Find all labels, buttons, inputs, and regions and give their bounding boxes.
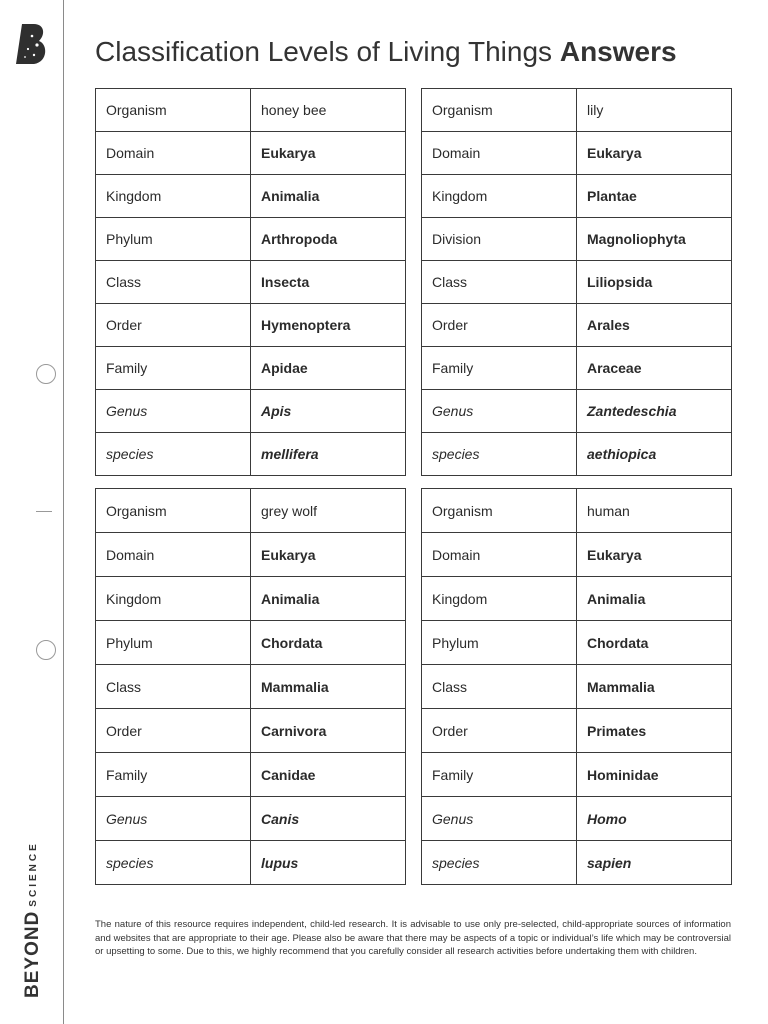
table-row: [422, 261, 732, 304]
rank-label: Phylum: [96, 218, 251, 261]
rank-label: species: [422, 841, 577, 885]
taxon-answer: Insecta: [251, 261, 406, 304]
rank-label: species: [96, 841, 251, 885]
table-row: [422, 89, 732, 132]
table-row: [96, 489, 406, 533]
table-row: [96, 89, 406, 132]
rank-label: Kingdom: [96, 577, 251, 621]
brand-main-text: BEYOND: [22, 910, 43, 998]
taxon-answer: Canidae: [251, 753, 406, 797]
taxon-answer: Carnivora: [251, 709, 406, 753]
table-row: [422, 753, 732, 797]
taxon-answer: Eukarya: [577, 533, 732, 577]
rank-label: Domain: [422, 533, 577, 577]
taxon-answer: Animalia: [251, 577, 406, 621]
taxon-answer: Apis: [251, 390, 406, 433]
table-row: [96, 390, 406, 433]
table-row: [96, 753, 406, 797]
rank-label: species: [422, 433, 577, 476]
rank-label: Domain: [422, 132, 577, 175]
rank-label: Class: [96, 261, 251, 304]
rank-label: Phylum: [422, 621, 577, 665]
taxon-answer: Homo: [577, 797, 732, 841]
taxon-answer: Liliopsida: [577, 261, 732, 304]
taxon-answer: Chordata: [251, 621, 406, 665]
table-row: [422, 347, 732, 390]
rank-label: Kingdom: [422, 175, 577, 218]
rank-label: Genus: [96, 797, 251, 841]
page-title: [95, 36, 677, 68]
table-row: [422, 621, 732, 665]
disclaimer-text: The nature of this resource requires independent, child-led research. It is advisable to use only pre-selected, child-appropriate sources of information and websites that are appropriate to their age. Please also be aware that there may be aspects of a topic or individual’s life which may be controversial or upsetting to some. Due to this, we highly recommend that you carefully consider all research activities before undertaking them with children.: [95, 919, 731, 957]
taxon-answer: Primates: [577, 709, 732, 753]
rank-label: Class: [96, 665, 251, 709]
table-row: [96, 665, 406, 709]
rank-label: Organism: [96, 89, 251, 132]
organism-name: human: [577, 489, 732, 533]
table-row: [96, 621, 406, 665]
rank-label: Organism: [96, 489, 251, 533]
rank-label: Organism: [422, 89, 577, 132]
rank-label: Family: [96, 753, 251, 797]
table-row: [96, 533, 406, 577]
beyond-logo-icon: [14, 22, 52, 66]
taxon-answer: Apidae: [251, 347, 406, 390]
table-row: [422, 218, 732, 261]
rank-label: Order: [422, 709, 577, 753]
classification-table-human: [421, 488, 732, 885]
table-row: [422, 390, 732, 433]
rank-label: Organism: [422, 489, 577, 533]
brand-sub-text: SCIENCE: [28, 841, 39, 907]
table-row: [96, 347, 406, 390]
taxon-answer: Hominidae: [577, 753, 732, 797]
fold-mark: [36, 511, 52, 512]
classification-table-grey-wolf: [95, 488, 406, 885]
table-row: [422, 433, 732, 476]
organism-name: honey bee: [251, 89, 406, 132]
rank-label: Family: [422, 753, 577, 797]
taxon-answer: Magnoliophyta: [577, 218, 732, 261]
taxon-answer: Chordata: [577, 621, 732, 665]
table-row: [422, 665, 732, 709]
rank-label: Family: [96, 347, 251, 390]
punch-hole-top: [36, 364, 56, 384]
taxon-answer: Animalia: [577, 577, 732, 621]
taxon-answer: aethiopica: [577, 433, 732, 476]
taxon-answer: Eukarya: [251, 132, 406, 175]
taxon-answer: Mammalia: [577, 665, 732, 709]
rank-label: Kingdom: [96, 175, 251, 218]
page-title-main: Classification Levels of Living Things: [95, 36, 553, 67]
classification-table-lily: [421, 88, 732, 476]
table-row: [422, 304, 732, 347]
table-row: [422, 132, 732, 175]
taxon-answer: Canis: [251, 797, 406, 841]
rank-label: Domain: [96, 533, 251, 577]
rank-label: Genus: [422, 797, 577, 841]
organism-name: grey wolf: [251, 489, 406, 533]
sidebar-divider: [63, 0, 64, 1024]
taxon-answer: mellifera: [251, 433, 406, 476]
table-row: [96, 433, 406, 476]
table-row: [422, 841, 732, 885]
rank-label: Kingdom: [422, 577, 577, 621]
taxon-answer: Zantedeschia: [577, 390, 732, 433]
classification-table-honey-bee: [95, 88, 406, 476]
taxon-answer: Mammalia: [251, 665, 406, 709]
taxon-answer: Eukarya: [577, 132, 732, 175]
taxon-answer: lupus: [251, 841, 406, 885]
table-row: [96, 218, 406, 261]
brand-wordmark: [22, 841, 44, 998]
punch-hole-bottom: [36, 640, 56, 660]
taxon-answer: Arthropoda: [251, 218, 406, 261]
taxon-answer: Plantae: [577, 175, 732, 218]
taxon-answer: Eukarya: [251, 533, 406, 577]
rank-label: Class: [422, 261, 577, 304]
rank-label: Class: [422, 665, 577, 709]
table-row: [96, 841, 406, 885]
rank-label: Domain: [96, 132, 251, 175]
rank-label: species: [96, 433, 251, 476]
rank-label: Phylum: [96, 621, 251, 665]
table-row: [96, 304, 406, 347]
table-row: [422, 709, 732, 753]
table-row: [96, 132, 406, 175]
taxon-answer: Arales: [577, 304, 732, 347]
taxon-answer: Animalia: [251, 175, 406, 218]
rank-label: Order: [96, 304, 251, 347]
page-title-answers: Answers: [559, 36, 677, 67]
table-row: [422, 797, 732, 841]
rank-label: Division: [422, 218, 577, 261]
table-row: [96, 577, 406, 621]
rank-label: Family: [422, 347, 577, 390]
table-row: [96, 797, 406, 841]
table-row: [96, 175, 406, 218]
rank-label: Genus: [422, 390, 577, 433]
table-row: [422, 533, 732, 577]
table-row: [96, 709, 406, 753]
table-row: [422, 577, 732, 621]
organism-name: lily: [577, 89, 732, 132]
taxon-answer: sapien: [577, 841, 732, 885]
taxon-answer: Araceae: [577, 347, 732, 390]
table-row: [422, 175, 732, 218]
table-row: [422, 489, 732, 533]
table-row: [96, 261, 406, 304]
taxon-answer: Hymenoptera: [251, 304, 406, 347]
rank-label: Order: [422, 304, 577, 347]
rank-label: Genus: [96, 390, 251, 433]
rank-label: Order: [96, 709, 251, 753]
